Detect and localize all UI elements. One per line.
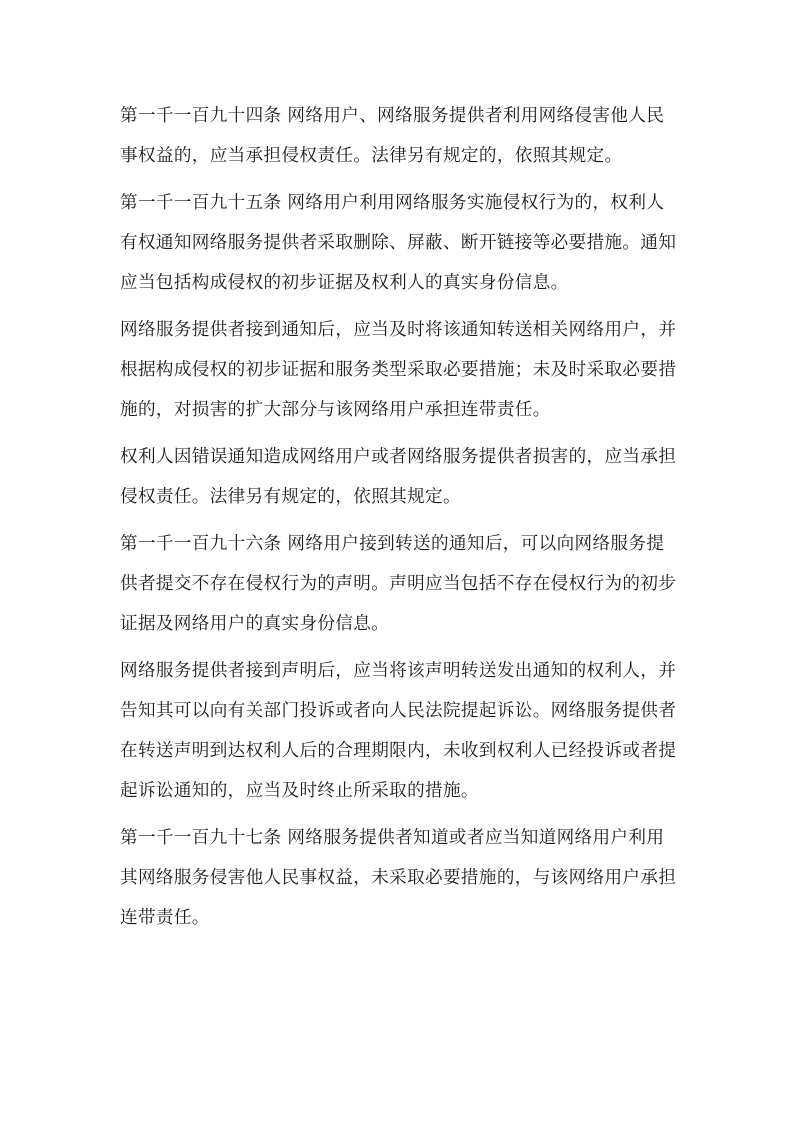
- text-line: 连带责任。: [120, 908, 210, 928]
- text-line: 根据构成侵权的初步证据和服务类型采取必要措施；未及时采取必要措: [120, 360, 677, 380]
- text-line: 施的，对损害的扩大部分与该网络用户承担连带责任。: [120, 400, 551, 420]
- article-1197-paragraph: [120, 818, 680, 938]
- document-page: [120, 96, 680, 945]
- text-line: 有权通知网络服务提供者采取删除、屏蔽、断开链接等必要措施。通知: [120, 233, 677, 253]
- text-line: 应当包括构成侵权的初步证据及权利人的真实身份信息。: [120, 273, 569, 293]
- text-line: 告知其可以向有关部门投诉或者向人民法院提起诉讼。网络服务提供者: [120, 701, 677, 721]
- article-1194-paragraph: [120, 96, 680, 176]
- text-line: 第一千一百九十七条 网络服务提供者知道或者应当知道网络用户利用: [120, 828, 665, 848]
- text-line: 供者提交不存在侵权行为的声明。声明应当包括不存在侵权行为的初步: [120, 574, 677, 594]
- text-line: 事权益的，应当承担侵权责任。法律另有规定的，依照其规定。: [120, 146, 623, 166]
- text-line: 第一千一百九十四条 网络用户、网络服务提供者利用网络侵害他人民: [120, 106, 665, 126]
- text-line: 侵权责任。法律另有规定的，依照其规定。: [120, 487, 461, 507]
- article-1195-paragraph-2: [120, 310, 680, 430]
- text-line: 网络服务提供者接到声明后，应当将该声明转送发出通知的权利人，并: [120, 661, 677, 681]
- article-1196-paragraph-2: [120, 651, 680, 811]
- text-line: 权利人因错误通知造成网络用户或者网络服务提供者损害的，应当承担: [120, 447, 677, 467]
- article-1195-paragraph: [120, 183, 680, 303]
- text-line: 第一千一百九十五条 网络用户利用网络服务实施侵权行为的，权利人: [120, 193, 665, 213]
- article-1196-paragraph: [120, 524, 680, 644]
- text-line: 其网络服务侵害他人民事权益，未采取必要措施的，与该网络用户承担: [120, 868, 677, 888]
- text-line: 网络服务提供者接到通知后，应当及时将该通知转送相关网络用户，并: [120, 320, 677, 340]
- article-1195-paragraph-3: [120, 437, 680, 517]
- text-line: 在转送声明到达权利人后的合理期限内，未收到权利人已经投诉或者提: [120, 741, 677, 761]
- text-line: 证据及网络用户的真实身份信息。: [120, 614, 390, 634]
- text-line: 第一千一百九十六条 网络用户接到转送的通知后，可以向网络服务提: [120, 534, 665, 554]
- text-line: 起诉讼通知的，应当及时终止所采取的措施。: [120, 781, 479, 801]
